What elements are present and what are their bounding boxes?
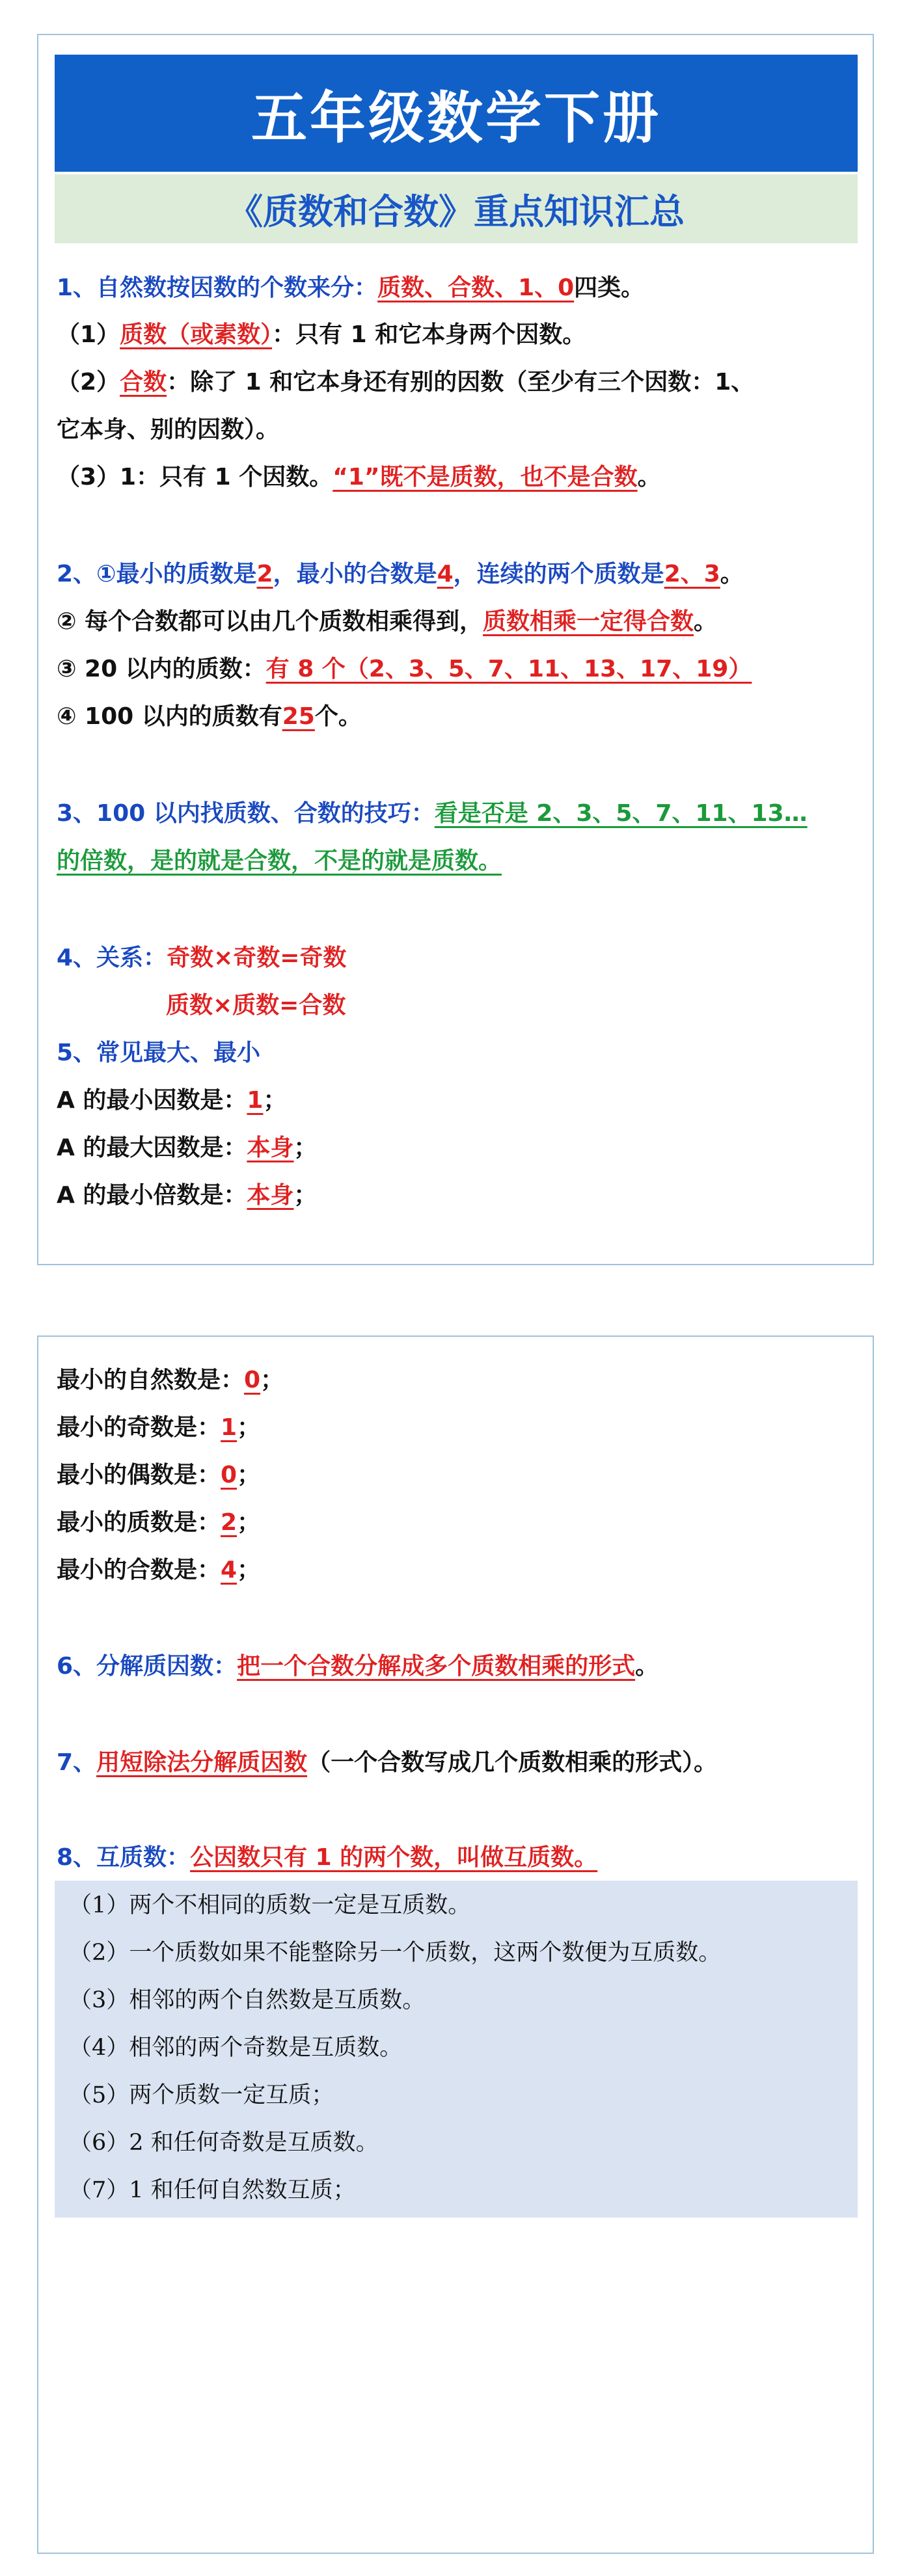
s1-point-2-cont: 它本身、别的因数）。 [57, 416, 280, 443]
s1-p1-text: ：只有 1 和它本身两个因数。 [272, 321, 586, 348]
s5-item-3-label: A 的最小倍数是： [57, 1182, 247, 1209]
min-item-3 [57, 1456, 873, 1490]
page-subtitle: 《质数和合数》重点知识汇总 [228, 190, 685, 232]
s3-line-2 [57, 842, 873, 876]
s4-rule-2: 质数×质数=合数 [166, 992, 346, 1019]
min-item-4-value: 2 [221, 1509, 238, 1536]
s7-heading: 7、 [57, 1749, 97, 1776]
s2-a-mid-2: ，连续的两个质数是 [453, 561, 664, 587]
page-1 [37, 34, 874, 1265]
s1-p1-prefix: （1） [57, 321, 120, 348]
s5-item-3-value: 本身 [247, 1182, 294, 1209]
page-2 [37, 1335, 874, 2554]
min-item-3-label: 最小的偶数是： [57, 1462, 221, 1488]
title-banner [55, 55, 858, 172]
s2-a-value-2: 4 [437, 561, 454, 587]
s5-item-2-end: ； [293, 1134, 318, 1161]
s2-b-keyword: 质数相乘一定得合数 [483, 608, 694, 635]
s6-line [57, 1648, 873, 1681]
s7-line [57, 1744, 873, 1777]
s4-rule-1: 奇数×奇数=奇数 [167, 945, 347, 971]
min-item-5-end: ； [237, 1557, 261, 1583]
min-item-5-label: 最小的合数是： [57, 1557, 221, 1583]
coprime-fact-5: （5）两个质数一定互质； [69, 2082, 334, 2108]
s1-tail: 四类。 [574, 275, 645, 301]
min-item-4 [57, 1504, 873, 1537]
s2-line-d [57, 698, 873, 731]
s3-line-1 [57, 795, 873, 828]
s5-heading: 5、常见最大、最小 [57, 1040, 261, 1066]
s1-p1-keyword: 质数（或素数） [120, 321, 273, 348]
s5-heading-line [57, 1034, 873, 1067]
s2-line-c [57, 651, 873, 684]
s4-heading: 4、关系： [57, 945, 167, 971]
min-item-4-label: 最小的质数是： [57, 1509, 221, 1536]
min-item-2-end: ； [237, 1414, 261, 1441]
s2-d-end: 个。 [314, 703, 362, 730]
s1-p2-prefix: （2） [57, 369, 120, 396]
s1-p3-end: 。 [637, 464, 661, 490]
s5-item-3-end: ； [293, 1182, 318, 1209]
s2-a-prefix: 2、①最小的质数是 [57, 561, 257, 587]
min-item-5 [57, 1551, 873, 1585]
s2-a-mid: ，最小的合数是 [273, 561, 437, 587]
coprime-facts-box [55, 1881, 858, 2218]
s2-b-text: ② 每个合数都可以由几个质数相乘得到， [57, 608, 483, 635]
min-item-1-label: 最小的自然数是： [57, 1367, 245, 1393]
s6-end: 。 [635, 1653, 659, 1680]
s5-item-3 [57, 1177, 873, 1210]
s4-line-1 [57, 939, 873, 973]
s8-heading-line [57, 1839, 873, 1872]
s5-item-2-label: A 的最大因数是： [57, 1134, 247, 1161]
s5-item-1-value: 1 [247, 1087, 264, 1114]
min-item-3-value: 0 [221, 1462, 238, 1488]
subtitle-banner [55, 174, 858, 243]
s2-b-end: 。 [694, 608, 718, 635]
s1-point-1 [57, 316, 873, 349]
s1-p2-keyword: 合数 [120, 369, 167, 396]
min-item-2 [57, 1409, 873, 1442]
s2-line-b [57, 603, 873, 636]
min-item-1-value: 0 [244, 1367, 261, 1393]
s4-line-2 [166, 987, 873, 1020]
min-item-4-end: ； [237, 1509, 261, 1536]
s2-a-value-3: 2、3 [664, 561, 720, 587]
s3-tip-2: 的倍数，是的就是合数，不是的就是质数。 [57, 848, 502, 874]
s1-heading-line [57, 269, 873, 302]
s5-item-2-value: 本身 [247, 1134, 294, 1161]
s1-point-2 [57, 364, 873, 397]
min-item-3-end: ； [237, 1462, 261, 1488]
s5-item-1 [57, 1082, 873, 1115]
s5-item-1-label: A 的最小因数是： [57, 1087, 247, 1114]
s2-c-keyword: 有 8 个（2、3、5、7、11、13、17、19） [265, 656, 752, 682]
s2-d-keyword: 25 [282, 703, 315, 730]
min-item-2-value: 1 [221, 1414, 238, 1441]
coprime-fact-7: （7）1 和任何自然数互质； [69, 2177, 356, 2203]
min-item-5-value: 4 [221, 1557, 238, 1583]
s2-c-text: ③ 20 以内的质数： [57, 656, 266, 682]
min-item-1 [57, 1362, 873, 1395]
s3-heading: 3、100 以内找质数、合数的技巧： [57, 800, 435, 827]
s1-p3-keyword: “1”既不是质数，也不是合数 [333, 464, 638, 490]
s2-a-end: 。 [720, 561, 744, 587]
coprime-fact-1: （1）两个不相同的质数一定是互质数。 [69, 1892, 471, 1918]
min-item-2-label: 最小的奇数是： [57, 1414, 221, 1441]
coprime-fact-6: （6）2 和任何奇数是互质数。 [69, 2130, 379, 2156]
s5-item-2 [57, 1129, 873, 1162]
s3-tip-1: 看是否是 2、3、5、7、11、13… [434, 800, 808, 827]
s1-p3-text: （3）1：只有 1 个因数。 [57, 464, 333, 490]
s1-p2-text: ：除了 1 和它本身还有别的因数（至少有三个因数：1、 [167, 369, 755, 396]
s8-keyword: 公因数只有 1 的两个数，叫做互质数。 [190, 1844, 598, 1871]
s5-item-1-end: ； [263, 1087, 287, 1114]
coprime-fact-4: （4）相邻的两个奇数是互质数。 [69, 2035, 403, 2061]
s6-keyword: 把一个合数分解成多个质数相乘的形式 [237, 1653, 636, 1680]
s7-text: （一个合数写成几个质数相乘的形式）。 [307, 1749, 718, 1776]
s1-categories: 质数、合数、1、0 [377, 275, 575, 301]
coprime-fact-2: （2）一个质数如果不能整除另一个质数，这两个数便为互质数。 [69, 1940, 722, 1966]
s1-heading: 1、自然数按因数的个数来分： [57, 275, 378, 301]
s2-line-a [57, 556, 873, 589]
coprime-fact-3: （3）相邻的两个自然数是互质数。 [69, 1987, 426, 2013]
s1-point-3 [57, 459, 873, 492]
s2-a-value-1: 2 [256, 561, 273, 587]
s8-heading: 8、互质数： [57, 1844, 191, 1871]
min-item-1-end: ； [260, 1367, 284, 1393]
s2-d-text: ④ 100 以内的质数有 [57, 703, 282, 730]
s7-keyword: 用短除法分解质因数 [96, 1749, 308, 1776]
page-title: 五年级数学下册 [251, 85, 661, 151]
s6-heading: 6、分解质因数： [57, 1653, 238, 1680]
